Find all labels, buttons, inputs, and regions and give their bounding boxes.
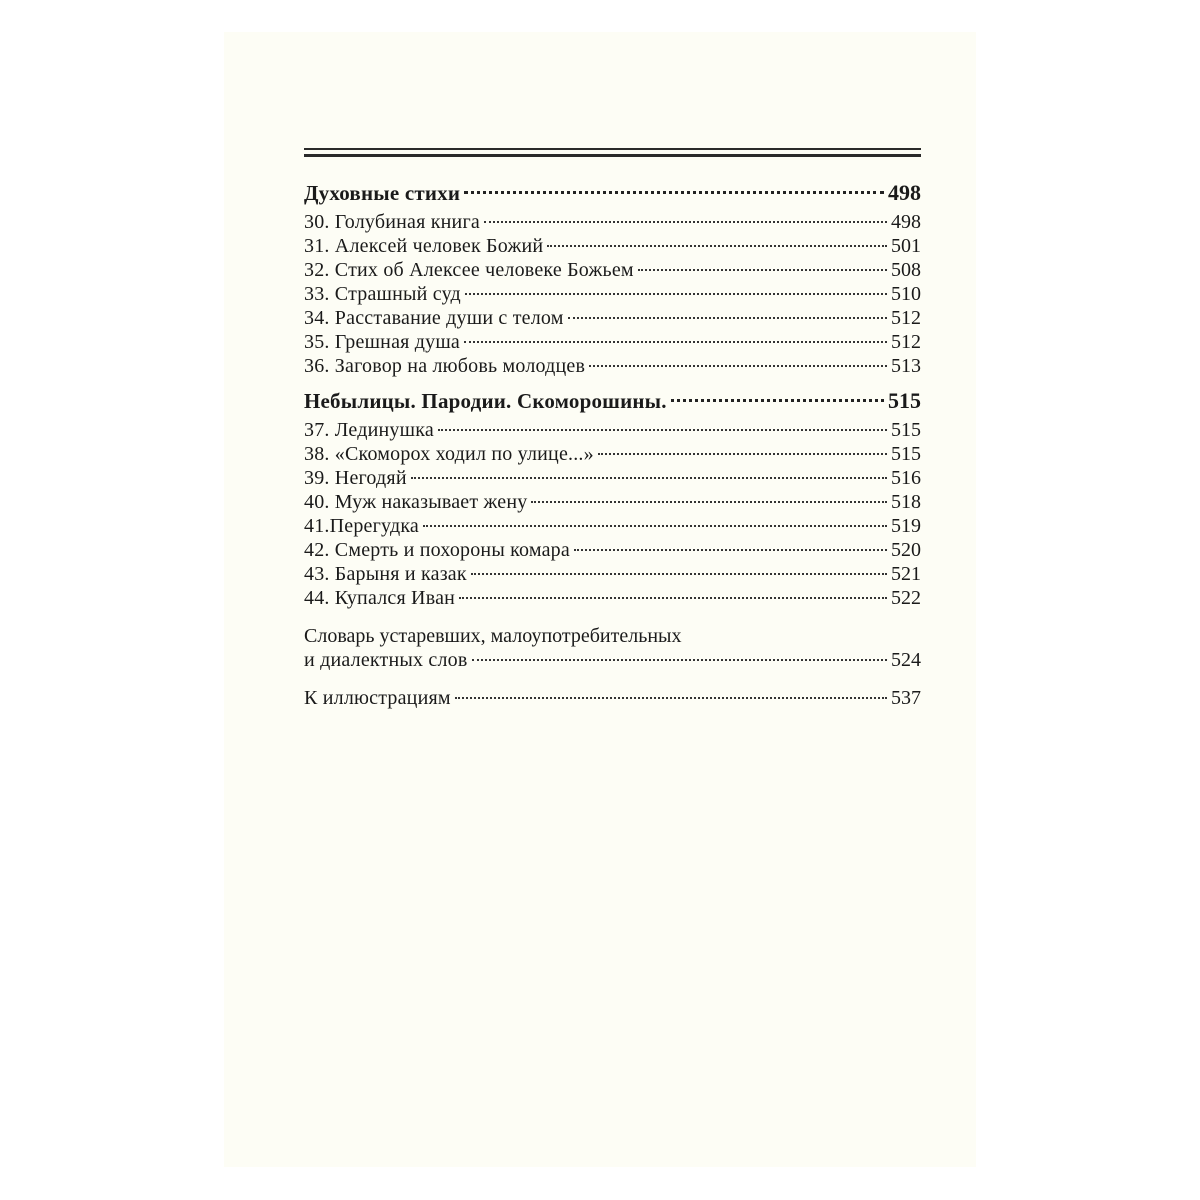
- page-number: 519: [891, 515, 921, 537]
- entry-title: 43. Барыня и казак: [304, 563, 467, 585]
- rule-line-thin: [304, 148, 921, 150]
- illustrations-entry: [304, 686, 921, 710]
- entry-title: 40. Муж наказывает жену: [304, 491, 528, 513]
- page-number: 524: [891, 649, 921, 671]
- toc-entry: [304, 330, 921, 354]
- entry-title: К иллюстрациям: [304, 687, 451, 709]
- spacer: [304, 672, 921, 686]
- leader-dots: [464, 341, 887, 343]
- toc-entry: [304, 234, 921, 258]
- leader-dots: [589, 365, 887, 367]
- page-number: 513: [891, 355, 921, 377]
- leader-dots: [455, 697, 887, 699]
- leader-dots: [598, 453, 887, 455]
- entry-title: и диалектных слов: [304, 649, 468, 671]
- page-number: 515: [888, 388, 921, 413]
- entry-title: 31. Алексей человек Божий: [304, 235, 544, 257]
- entry-title: 36. Заговор на любовь молодцев: [304, 355, 586, 377]
- dictionary-entry: [304, 648, 921, 672]
- dictionary-entry-line1: Словарь устаревших, малоупотребительных: [304, 625, 682, 647]
- toc-entry: [304, 442, 921, 466]
- page-number: 512: [891, 331, 921, 353]
- leader-dots: [574, 549, 887, 551]
- toc-entry: [304, 466, 921, 490]
- leader-dots: [568, 317, 887, 319]
- page-number: 510: [891, 283, 921, 305]
- entry-title: 41.Перегудка: [304, 515, 420, 537]
- leader-dots: [547, 245, 887, 247]
- spacer: [304, 610, 921, 624]
- page-number: 501: [891, 235, 921, 257]
- toc-entry: [304, 490, 921, 514]
- entry-title: 32. Стих об Алексее человеке Божьем: [304, 259, 634, 281]
- toc-entry: [304, 282, 921, 306]
- leader-dots: [531, 501, 887, 503]
- leader-dots: [438, 429, 887, 431]
- page-number: 512: [891, 307, 921, 329]
- page-number: 515: [891, 443, 921, 465]
- leader-dots: [423, 525, 887, 527]
- toc-entry: [304, 538, 921, 562]
- entry-title: 35. Грешная душа: [304, 331, 461, 353]
- toc-entry: [304, 210, 921, 234]
- entry-title: 38. «Скоморох ходил по улице...»: [304, 443, 594, 465]
- page-number: 516: [891, 467, 921, 489]
- page-number: 498: [888, 180, 921, 205]
- leader-dots: [459, 597, 887, 599]
- page-number: 522: [891, 587, 921, 609]
- entry-title: 30. Голубиная книга: [304, 211, 480, 233]
- leader-dots: [465, 293, 887, 295]
- page-number: 521: [891, 563, 921, 585]
- rule-line-thick: [304, 154, 921, 157]
- toc-entry: [304, 586, 921, 610]
- toc-entry: [304, 306, 921, 330]
- leader-dots: [411, 477, 887, 479]
- entry-title: 44. Купался Иван: [304, 587, 456, 609]
- section-title: Небылицы. Пародии. Скоморошины.: [304, 389, 667, 413]
- leader-dots: [464, 191, 884, 194]
- toc-entry: [304, 258, 921, 282]
- entry-title: 37. Лединушка: [304, 419, 434, 441]
- leader-dots: [471, 573, 887, 575]
- section-title: Духовные стихи: [304, 181, 461, 205]
- toc-entry: [304, 418, 921, 442]
- toc-entry: [304, 354, 921, 378]
- page-number: 498: [891, 211, 921, 233]
- toc-entry: [304, 514, 921, 538]
- entry-title: 42. Смерть и похороны комара: [304, 539, 570, 561]
- entry-title: 39. Негодяй: [304, 467, 407, 489]
- leader-dots: [472, 659, 887, 661]
- page-number: 508: [891, 259, 921, 281]
- section-heading: [304, 384, 921, 418]
- header-double-rule: [304, 148, 921, 159]
- page-number: 515: [891, 419, 921, 441]
- entry-title: 34. Расставание души с телом: [304, 307, 564, 329]
- entry-title: 33. Страшный суд: [304, 283, 461, 305]
- page-number: 520: [891, 539, 921, 561]
- table-of-contents: [304, 176, 921, 710]
- section-heading: [304, 176, 921, 210]
- page-number: 518: [891, 491, 921, 513]
- leader-dots: [484, 221, 887, 223]
- page-number: 537: [891, 687, 921, 709]
- leader-dots: [638, 269, 887, 271]
- toc-entry: [304, 562, 921, 586]
- leader-dots: [671, 399, 884, 402]
